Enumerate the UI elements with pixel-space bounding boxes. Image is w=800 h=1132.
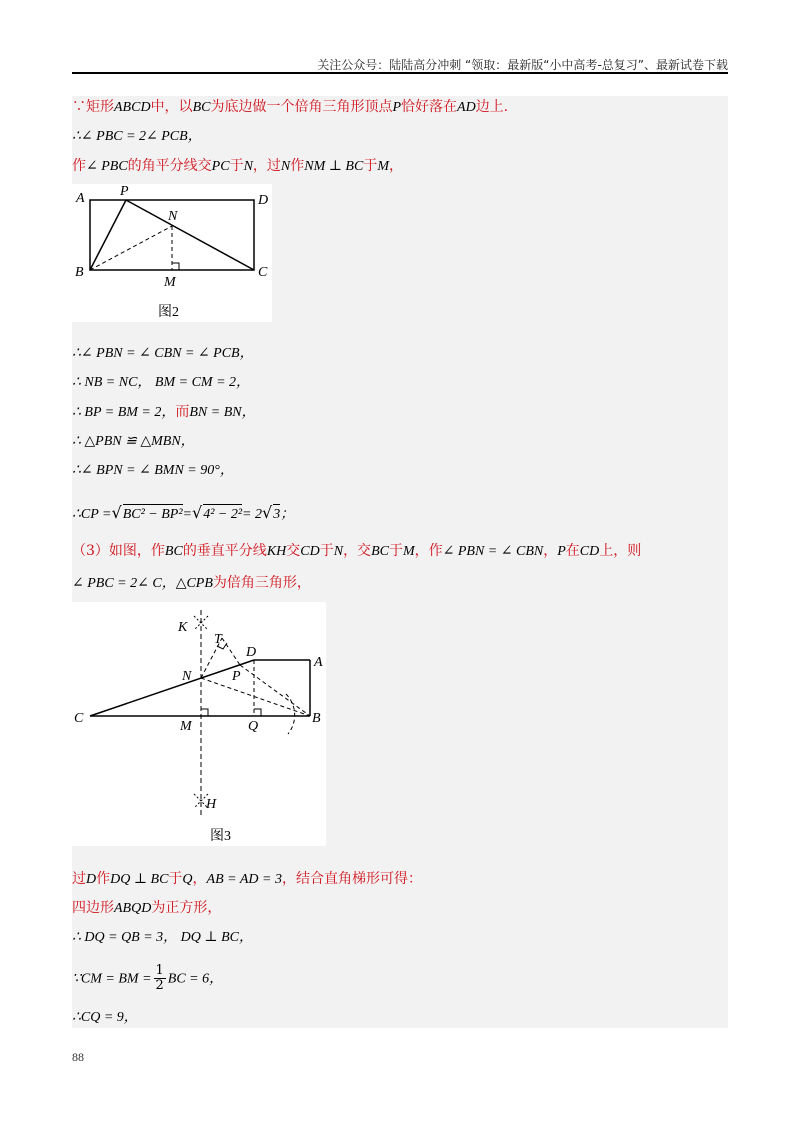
label-b: B	[312, 711, 321, 726]
page-number: 88	[72, 1050, 84, 1064]
segment-bp	[90, 200, 126, 270]
label-p: P	[232, 669, 241, 684]
segment-pb	[240, 665, 310, 716]
label-n: N	[168, 209, 178, 224]
figure-3-caption: 图3	[210, 829, 231, 844]
label-a: A	[76, 191, 85, 206]
label-c: C	[258, 265, 268, 280]
label-a: A	[314, 655, 323, 670]
label-p: P	[120, 184, 129, 199]
label-m: M	[180, 719, 192, 734]
label-b: B	[75, 265, 84, 280]
solution-line-4: ∴∠ PBN = ∠ CBN = ∠ PCB，	[72, 346, 254, 361]
solution-line-2: ∴∠ PBC = 2∠ PCB，	[72, 129, 202, 144]
solution-line-8: ∴∠ BPN = ∠ BMN = 90°，	[72, 463, 234, 478]
solution-line-7: ∴ △PBN ≌ △MBN，	[72, 434, 195, 449]
figure-2-caption: 图2	[158, 305, 179, 320]
solution-line-15: ∵CM = BM = $\frac{1}{2}$ BC = 6，	[72, 963, 224, 993]
solution-line-10: （3）如图，作BC的垂直平分线KH交CD于N，交BC于M，作∠ PBN = ∠ CBN，P在CD上，则	[72, 543, 642, 559]
segment-bn	[90, 226, 172, 270]
right-angle-mark	[172, 263, 179, 270]
segment-tp	[222, 638, 240, 665]
right-angle-mark-q	[254, 709, 261, 716]
header-rule	[72, 72, 728, 74]
label-k: K	[178, 620, 188, 635]
solution-line-1: ∵矩形ABCD中，以BC为底边做一个倍角三角形顶点P恰好落在AD边上.	[72, 99, 509, 115]
label-c: C	[74, 711, 84, 726]
page-header: 关注公众号：陆陆高分冲刺 “领取：最新版“小中高考-总复习”、最新试卷下载	[317, 58, 728, 72]
solution-line-16: ∴CQ = 9，	[72, 1010, 138, 1025]
label-q: Q	[248, 719, 259, 734]
figure-3	[72, 602, 326, 846]
label-d: D	[246, 645, 257, 660]
solution-line-13: 四边形ABQD为正方形，	[72, 900, 222, 916]
segment-nb	[201, 678, 310, 716]
solution-line-12: 过D作DQ ⊥ BC于Q，AB = AD = 3，结合直角梯形可得：	[72, 871, 422, 887]
solution-line-11: ∠ PBC = 2∠ C，△CPB为倍角三角形，	[72, 575, 311, 591]
label-m: M	[164, 275, 176, 290]
solution-line-6: ∴ BP = BM = 2，而BN = BN，	[72, 404, 256, 420]
solution-line-3: 作∠ PBC的角平分线交PC于N，过N作NM ⊥ BC于M，	[72, 158, 403, 174]
label-t: T	[214, 632, 222, 647]
label-n: N	[182, 669, 192, 684]
label-h: H	[206, 797, 217, 812]
figure-2	[72, 184, 272, 322]
solution-line-5: ∴ NB = NC， BM = CM = 2，	[72, 375, 251, 390]
solution-line-9: ∴CP =√BC² − BP²=√4² − 2²= 2√3；	[72, 503, 294, 525]
segment-pc	[126, 200, 254, 270]
right-angle-mark-m	[201, 709, 208, 716]
solution-line-14: ∴ DQ = QB = 3， DQ ⊥ BC，	[72, 930, 253, 945]
label-d: D	[258, 193, 269, 208]
